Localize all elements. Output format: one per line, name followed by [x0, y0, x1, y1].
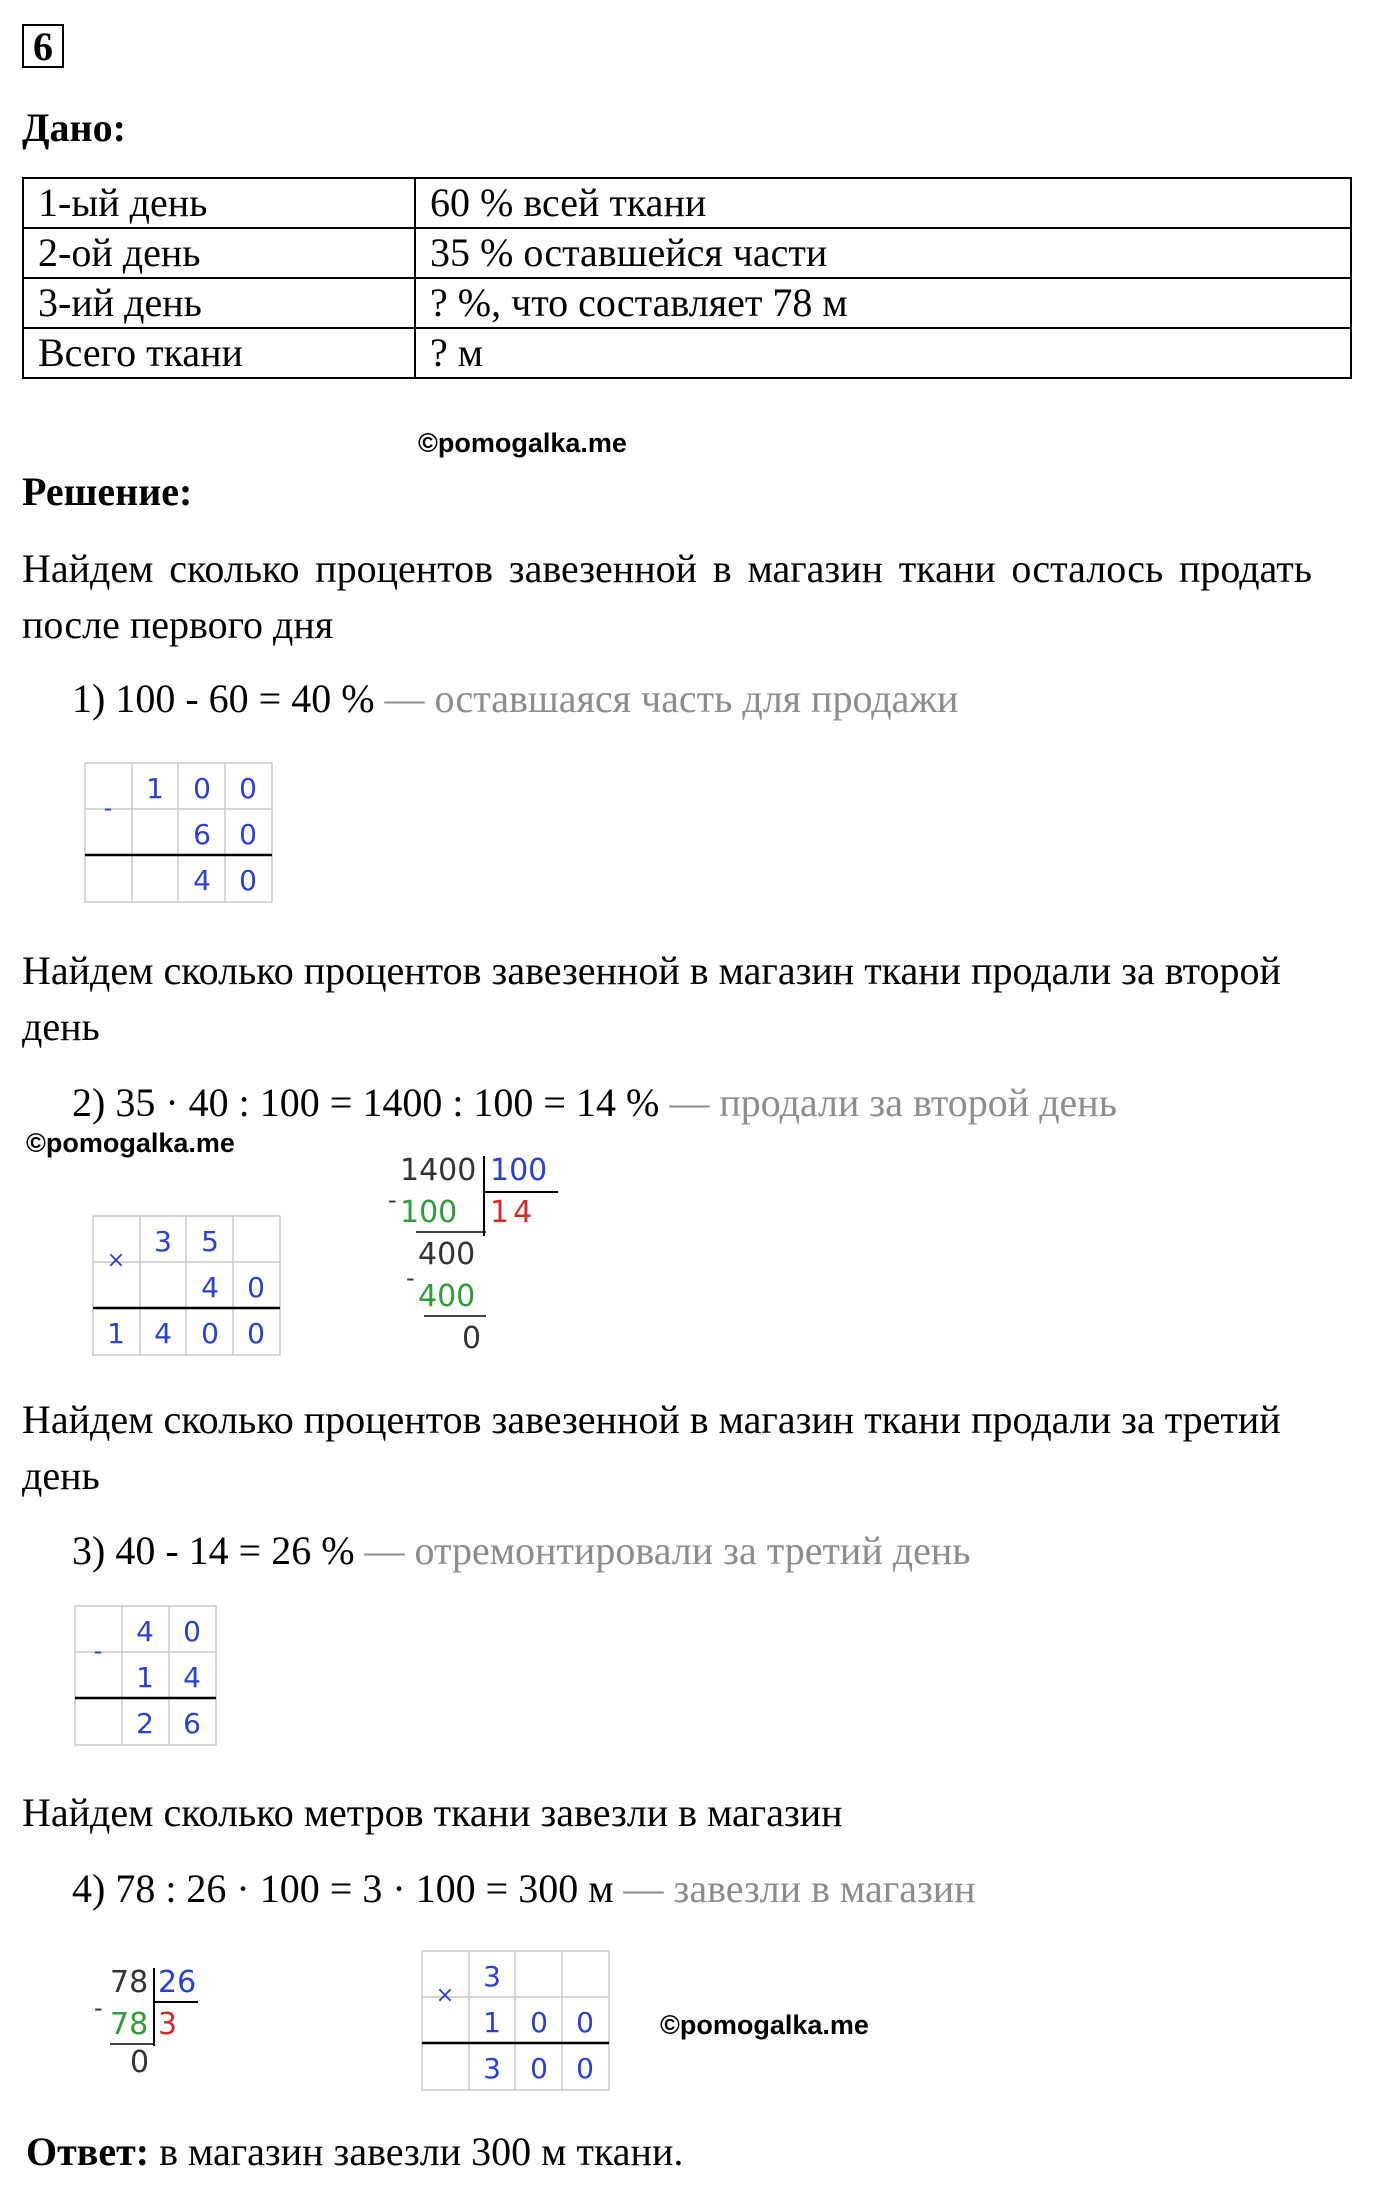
calc-digit: 0: [239, 818, 257, 851]
calc-digit: 0: [530, 2052, 548, 2085]
calc-digit: 0: [183, 1615, 201, 1648]
watermark: ©pomogalka.me: [660, 2010, 869, 2040]
calc-2-multiplication: [92, 1215, 282, 1357]
step-2: [72, 1079, 1117, 1126]
calc-digit: 3: [483, 1960, 501, 1993]
answer-text: в магазин завезли 300 м ткани.: [149, 2129, 684, 2174]
minus-sign: -: [103, 794, 113, 822]
minus-sign: -: [93, 1637, 103, 1665]
quotient: 14: [490, 1195, 537, 1230]
calc-digit: 2: [136, 1707, 154, 1740]
calc-digit: 4: [136, 1615, 154, 1648]
calc-digit: 0: [193, 772, 211, 805]
calc-digit: 0: [530, 2006, 548, 2039]
quotient: 3: [158, 2007, 178, 2042]
calc-digit: 4: [193, 864, 211, 897]
times-sign: ×: [106, 1248, 126, 1273]
calc-digit: 0: [247, 1317, 265, 1350]
given-row: [23, 328, 1351, 378]
calc-digit: 6: [193, 818, 211, 851]
given-value: ? %, что составляет 78 м: [415, 278, 1351, 328]
solution-heading: Решение:: [22, 469, 193, 514]
step-4-expression: 4) 78 : 26 · 100 = 3 · 100 = 300 м: [72, 1866, 614, 1911]
given-table: [22, 177, 1352, 379]
calc-1-subtraction: [84, 762, 274, 904]
given-label: 3-ий день: [23, 278, 415, 328]
step-4-note: — завезли в магазин: [613, 1866, 976, 1911]
calc-digit: 4: [183, 1661, 201, 1694]
calc-digit: 5: [201, 1225, 219, 1258]
step-1: [72, 675, 958, 722]
step-1-note: — оставшаяся часть для продажи: [374, 676, 959, 721]
calc-digit: 0: [247, 1271, 265, 1304]
calc-digit: 0: [239, 864, 257, 897]
calc-4-long-division: [94, 1960, 214, 2080]
calc-2-long-division: [388, 1148, 578, 1368]
calc-digit: 1: [107, 1317, 125, 1350]
calc-4-multiplication: [421, 1950, 611, 2092]
calc-digit: 4: [154, 1317, 172, 1350]
subtrahend: 400: [418, 1279, 476, 1314]
minus-sign: -: [406, 1264, 415, 1292]
minus-sign: -: [388, 1186, 397, 1214]
remainder: 0: [462, 1321, 482, 1356]
divisor: 100: [490, 1153, 548, 1188]
answer-label: Ответ:: [26, 2129, 150, 2174]
given-label: 2-ой день: [23, 228, 415, 278]
remainder: 400: [418, 1237, 476, 1272]
divisor: 26: [158, 1965, 197, 2000]
given-heading: Дано:: [22, 105, 126, 150]
subtrahend: 100: [400, 1195, 458, 1230]
dividend: 1400: [400, 1153, 477, 1188]
given-row: [23, 278, 1351, 328]
given-value: ? м: [415, 328, 1351, 378]
times-sign: ×: [435, 1983, 455, 2008]
calc-digit: 0: [576, 2052, 594, 2085]
given-value: 60 % всей ткани: [415, 178, 1351, 228]
watermark: ©pomogalka.me: [26, 1128, 235, 1158]
calc-digit: 0: [576, 2006, 594, 2039]
solution-paragraph-4: Найдем сколько метров ткани завезли в магазин: [22, 1790, 843, 1835]
calc-digit: 1: [136, 1661, 154, 1694]
step-2-note: — продали за второй день: [659, 1080, 1117, 1125]
solution-paragraph-2: Найдем сколько процентов завезенной в магазин ткани продали за второй день: [22, 948, 1281, 1049]
task-number: 6: [22, 24, 64, 68]
calc-digit: 0: [239, 772, 257, 805]
step-4: [72, 1865, 976, 1912]
given-row: [23, 228, 1351, 278]
calc-3-subtraction: [74, 1605, 218, 1747]
calc-digit: 0: [201, 1317, 219, 1350]
step-1-expression: 1) 100 - 60 = 40 %: [72, 676, 375, 721]
remainder: 0: [130, 2045, 150, 2080]
solution-paragraph-3: Найдем сколько процентов завезенной в магазин ткани продали за третий день: [22, 1397, 1281, 1498]
given-row: [23, 178, 1351, 228]
step-2-expression: 2) 35 · 40 : 100 = 1400 : 100 = 14 %: [72, 1080, 660, 1125]
given-value: 35 % оставшейся части: [415, 228, 1351, 278]
calc-digit: 3: [154, 1225, 172, 1258]
step-3-expression: 3) 40 - 14 = 26 %: [72, 1528, 355, 1573]
solution-paragraph-1: Найдем сколько процентов завезенной в магазин ткани осталось продать после первого дня: [22, 546, 1312, 647]
calc-digit: 3: [483, 2052, 501, 2085]
calc-digit: 6: [183, 1707, 201, 1740]
subtrahend: 78: [110, 2007, 149, 2042]
given-label: Всего ткани: [23, 328, 415, 378]
calc-digit: 4: [201, 1271, 219, 1304]
step-3: [72, 1527, 971, 1574]
calc-digit: 1: [146, 772, 164, 805]
step-3-note: — отремонтировали за третий день: [354, 1528, 971, 1573]
dividend: 78: [110, 1965, 149, 2000]
answer: [26, 2128, 683, 2175]
watermark: ©pomogalka.me: [418, 428, 627, 458]
minus-sign: -: [94, 1994, 103, 2022]
given-label: 1-ый день: [23, 178, 415, 228]
calc-digit: 1: [483, 2006, 501, 2039]
